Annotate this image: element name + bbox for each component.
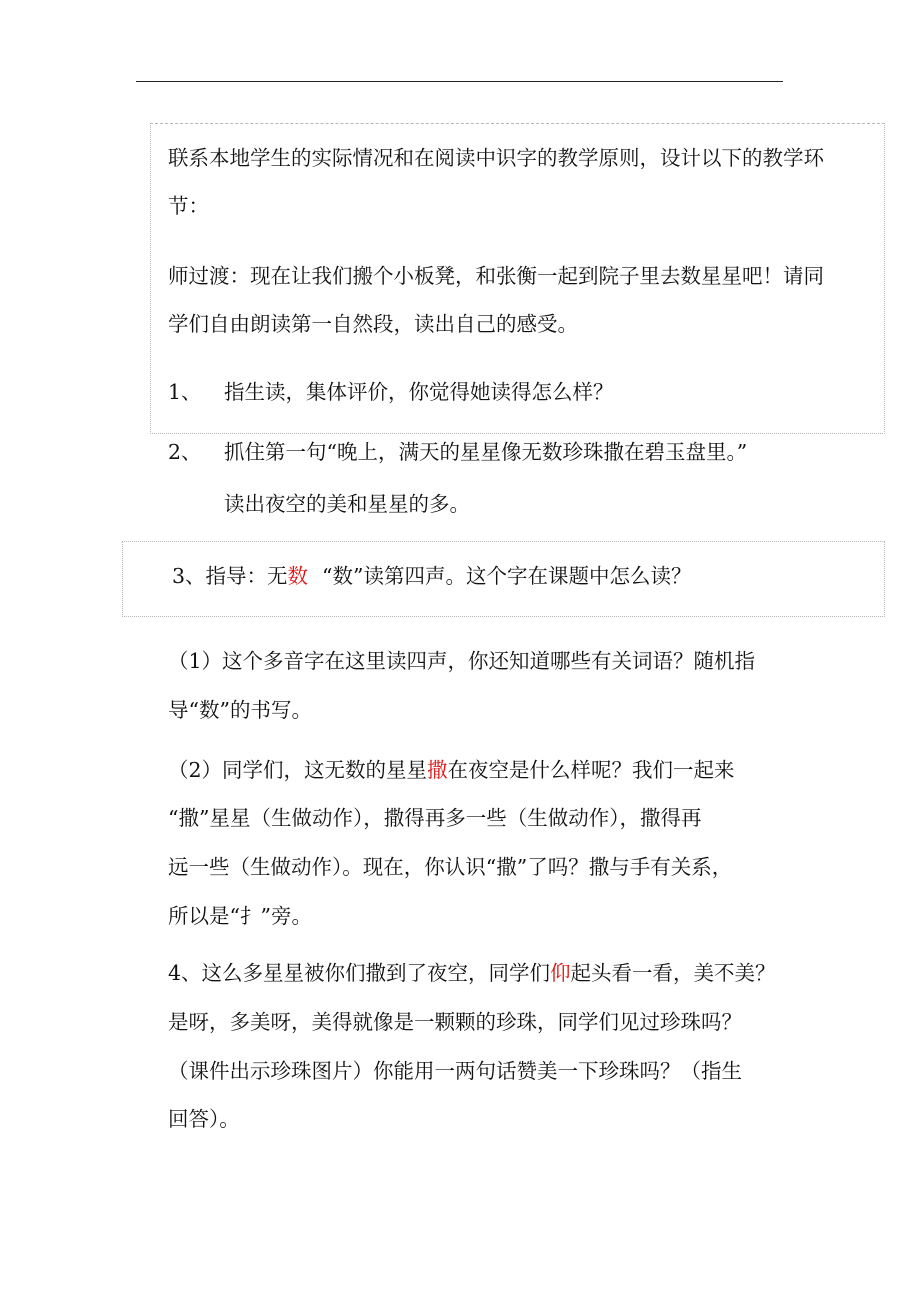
transition-line-2: 学们自由朗读第一自然段，读出自己的感受。 xyxy=(168,312,578,336)
transition-line-1: 师过渡：现在让我们搬个小板凳，和张衡一起到院子里去数星星吧！请同 xyxy=(168,264,824,288)
sub-2-suffix: 在夜空是什么样呢？我们一起来 xyxy=(447,758,735,782)
header-rule xyxy=(136,81,783,82)
item-4-highlight: 仰 xyxy=(550,961,571,985)
item-3-suffix: “数”读第四声。这个字在课题中怎么读？ xyxy=(322,564,692,588)
sub-2-highlight: 撒 xyxy=(427,758,448,782)
sub-2-prefix: （2）同学们，这无数的星星 xyxy=(168,758,428,782)
item-1-text: 指生读，集体评价，你觉得她读得怎么样？ xyxy=(224,380,614,404)
item-4-line-3: （课件出示珍珠图片）你能用一两句话赞美一下珍珠吗？（指生 xyxy=(168,1059,742,1083)
item-4-line-4: 回答）。 xyxy=(168,1107,240,1131)
sub-2-line-4: 所以是“扌”旁。 xyxy=(168,904,312,928)
item-4-suffix: 起头看一看，美不美？ xyxy=(570,961,776,985)
intro-line-1: 联系本地学生的实际情况和在阅读中识字的教学原则，设计以下的教学环 xyxy=(168,146,824,170)
item-2-line-2: 读出夜空的美和星星的多。 xyxy=(224,492,470,516)
item-4-line-2: 是呀，多美呀，美得就像是一颗颗的珍珠，同学们见过珍珠吗？ xyxy=(168,1010,742,1034)
item-3-prefix: 3、指导：无 xyxy=(172,564,288,588)
sub-1-line-2: 导“数”的书写。 xyxy=(168,698,312,722)
item-3-highlight: 数 xyxy=(287,564,309,588)
item-2-number: 2、 xyxy=(168,440,202,464)
item-1 xyxy=(168,378,614,406)
item-2-text: 抓住第一句“晚上，满天的星星像无数珍珠撒在碧玉盘里。” xyxy=(224,440,748,464)
sub-2-line-3: 远一些（生做动作）。现在，你认识“撒”了吗？撒与手有关系， xyxy=(168,855,733,879)
item-4-prefix: 4、这么多星星被你们撒到了夜空，同学们 xyxy=(168,961,551,985)
sub-2-line-1 xyxy=(168,756,735,784)
item-4-line-1 xyxy=(168,959,776,987)
intro-line-2: 节： xyxy=(168,194,209,218)
item-3 xyxy=(172,562,692,590)
item-2-line-1 xyxy=(168,438,747,466)
sub-2-line-2: “撒”星星（生做动作），撒得再多一些（生做动作），撒得再 xyxy=(168,806,702,830)
sub-1-line-1: （1）这个多音字在这里读四声，你还知道哪些有关词语？随机指 xyxy=(168,649,756,673)
item-1-number: 1、 xyxy=(168,380,202,404)
